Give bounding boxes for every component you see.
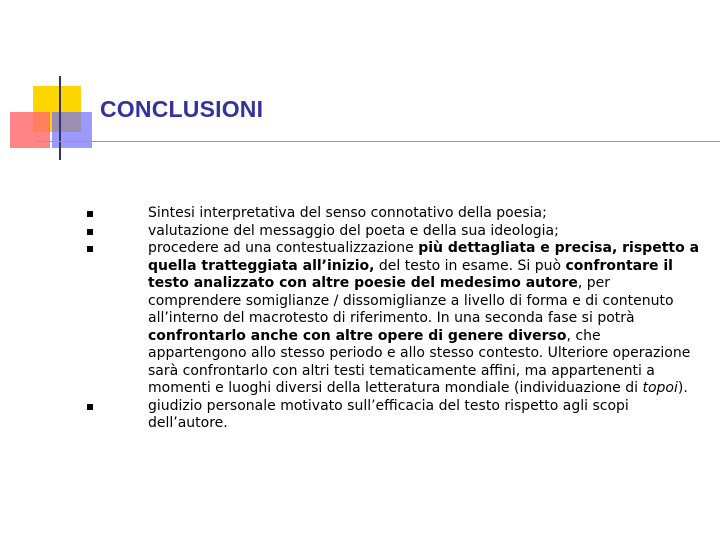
slide-title: CONCLUSIONI	[100, 96, 264, 122]
bullet-icon	[87, 246, 93, 252]
list-item	[148, 223, 703, 241]
list-item	[148, 398, 703, 433]
list-item	[148, 240, 703, 398]
bullet-list	[148, 205, 703, 433]
bullet-icon	[87, 229, 93, 235]
list-item	[148, 205, 703, 223]
list-item-text: giudizio personale motivato sull’efficacia del testo rispetto agli scopi dell’autore.	[148, 397, 629, 431]
decor-vertical-line	[59, 76, 61, 160]
list-item-text: procedere ad una contestualizzazione	[148, 240, 419, 256]
emphasis-text: confrontarlo anche con altre opere di genere diverso	[148, 327, 567, 344]
list-item-text: , per comprendere somiglianze / dissomiglianze a livello di forma e di contenuto all’interno del macrotesto di riferimento. In una seconda fase si potrà	[148, 275, 674, 326]
emphasis-text: confrontare il testo analizzato con altre poesie del medesimo autore	[148, 257, 673, 291]
list-item-text: , che appartengono allo stesso periodo e allo stesso contesto. Ulteriore operazione sarà confrontarlo con altri testi tematicamente affini, ma appartenenti a momenti e luoghi diversi della letteratura mondiale (individuazione di	[148, 327, 691, 396]
decor-blue-square	[52, 112, 92, 148]
list-item-text: del testo in esame. Si può	[374, 257, 566, 274]
decor-red-square	[10, 112, 50, 148]
list-item-text: Sintesi interpretativa del senso connotativo della poesia;	[148, 205, 547, 221]
bullet-icon	[87, 404, 93, 410]
bullet-icon	[87, 211, 93, 217]
list-item-text: valutazione del messaggio del poeta e della sua ideologia;	[148, 222, 559, 239]
decor-horizontal-line	[36, 141, 720, 142]
italic-text: topoi	[642, 380, 678, 396]
emphasis-text: più dettagliata e precisa, rispetto a quella tratteggiata all’inizio,	[148, 240, 700, 274]
list-item-text: ).	[677, 380, 688, 396]
